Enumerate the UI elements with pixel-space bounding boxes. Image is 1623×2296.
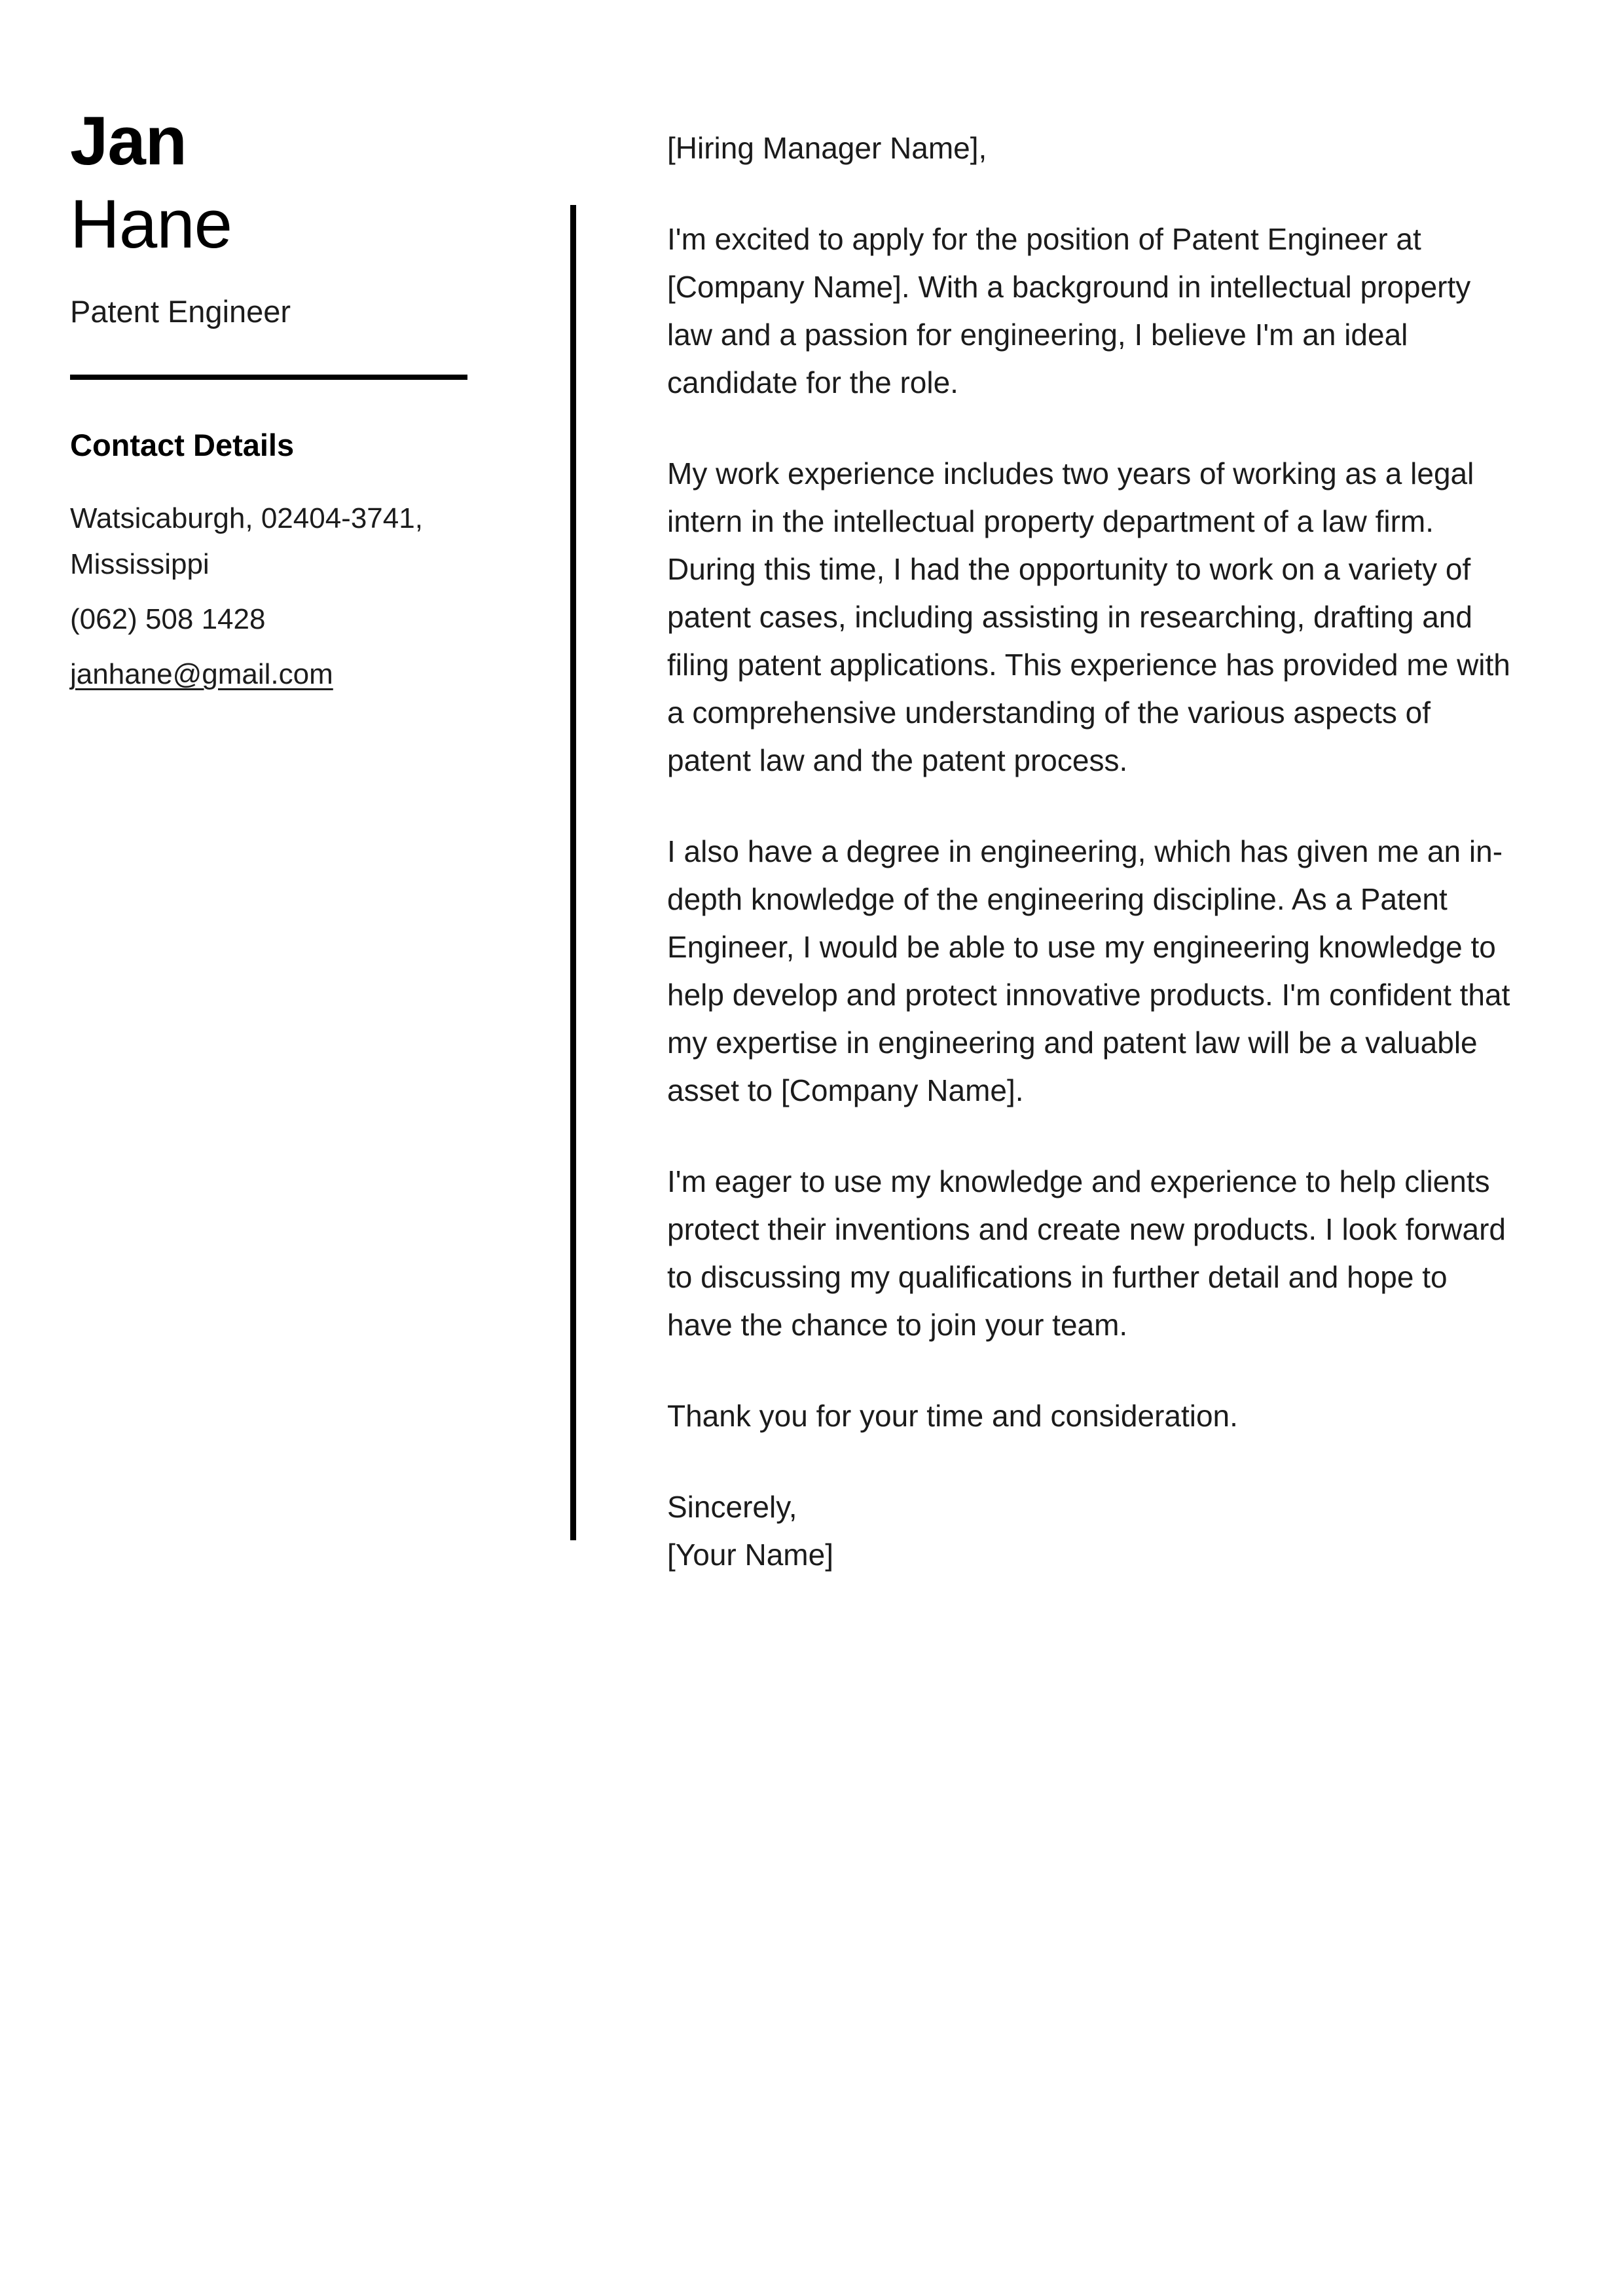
contact-address: Watsicaburgh, 02404-3741, Mississippi xyxy=(70,502,423,581)
candidate-last-name: Hane xyxy=(70,186,232,263)
letter-thanks: Thank you for your time and consideration. xyxy=(667,1399,1238,1433)
candidate-first-name: Jan xyxy=(70,103,187,179)
letter-greeting: [Hiring Manager Name], xyxy=(667,131,987,165)
candidate-name xyxy=(70,100,489,266)
job-title: Patent Engineer xyxy=(70,294,291,329)
vertical-divider xyxy=(570,205,576,1540)
sidebar-horizontal-rule xyxy=(70,375,467,380)
contact-details-heading: Contact Details xyxy=(70,427,295,462)
contact-email-link[interactable]: janhane@gmail.com xyxy=(70,658,333,691)
letter-paragraph-4: I'm eager to use my knowledge and experience to help clients protect their inventions and create new products. I look forward to discussing my qualifications in further detail and hope to have the chance to join your team. xyxy=(667,1164,1506,1342)
letter-paragraph-3: I also have a degree in engineering, which has given me an in-depth knowledge of the engineering discipline. As a Patent Engineer, I would be able to use my engineering knowledge to help develop and protect innovative products. I'm confident that my expertise in engineering and patent law will be a valuable asset to [Company Name]. xyxy=(667,834,1510,1107)
letter-closing: Sincerely, xyxy=(667,1490,797,1524)
sidebar xyxy=(70,100,489,707)
letter-paragraph-1: I'm excited to apply for the position of Patent Engineer at [Company Name]. With a background in intellectual property law and a passion for engineering, I believe I'm an ideal candidate for the role. xyxy=(667,222,1471,399)
contact-list xyxy=(70,496,456,697)
letter-signature: [Your Name] xyxy=(667,1538,833,1572)
letter-body xyxy=(667,124,1515,1579)
letter-closing-block xyxy=(667,1483,1515,1579)
letter-paragraph-2: My work experience includes two years of working as a legal intern in the intellectual property department of a law firm. During this time, I had the opportunity to work on a variety of patent cases, including assisting in researching, drafting and filing patent applications. This experience has provided me with a comprehensive understanding of the various aspects of patent law and the patent process. xyxy=(667,456,1510,777)
contact-phone: (062) 508 1428 xyxy=(70,603,266,636)
